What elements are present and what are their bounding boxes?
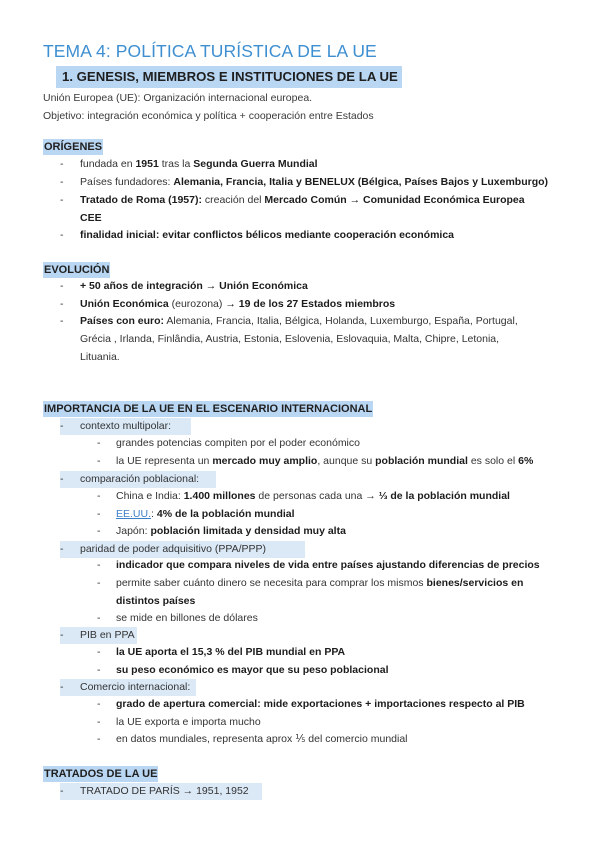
list-item-highlight: - contexto multipolar: bbox=[60, 418, 191, 435]
list-item-continuation: CEE bbox=[80, 212, 102, 224]
heading-importancia: IMPORTANCIA DE LA UE EN EL ESCENARIO INTERNACIONAL bbox=[44, 403, 373, 415]
list-item-continuation: Lituania. bbox=[80, 351, 120, 363]
heading-tratados: TRATADOS DE LA UE bbox=[44, 768, 158, 780]
heading-evolucion: EVOLUCIÓN bbox=[44, 264, 110, 276]
list-item-highlight: - paridad de poder adquisitivo (PPA/PPP) bbox=[60, 541, 305, 558]
intro-line-2: Objetivo: integración económica y política + cooperación entre Estados bbox=[43, 110, 374, 122]
sub-list-item-continuation: distintos países bbox=[116, 595, 196, 607]
list-item-highlight: - PIB en PPA bbox=[60, 627, 137, 644]
document-page: TEMA 4: POLÍTICA TURÍSTICA DE LA UE 1. GENESIS, MIEMBROS E INSTITUCIONES DE LA UE Unión Europea (UE): Organización internacional europea. Objetivo: integración económica y política + cooperación entre Estados ORÍGENES - fundada en 1951 tras la Segunda Guerra Mundial - Países fundadores: Alemania, Francia, Italia y BENELUX (Bélgica, Países Bajos y Luxemburgo) - Tratado de Roma (1957): creación del Mercado Común → Comunidad Económica Europea CEE - finalidad inicial: evitar conflictos bélicos mediante cooperación económica EVOLUCIÓN - + 50 años de integración → Unión Económica - Unión Económica (eurozona) → 19 de los 27 Estados miembros - Países con euro: Alemania, Francia, Italia, Bélgica, Holanda, Luxemburgo, España, Portugal, Grécia , Irlanda, Finlândia, Austria, Estonia, Eslovenia, Eslovaquia, Malta, Chipre, Letonia, Lituania. IMPORTANCIA DE LA UE EN EL ESCENARIO INTERNACIONAL - contexto multipolar: - grandes potencias compiten por el poder económico - la UE representa un mercado muy amplio, aunque su población mundial es solo el 6% - comparación poblacional: - China e India: 1.400 millones de personas cada una → ⅓ de la población mundial - EE.UU.: 4% de la población mundial - Japón: población limitada y densidad muy alta - paridad de poder adquisitivo (PPA/PPP) - indicador que compara niveles de vida entre países ajustando diferencias de precios - permite saber cuánto dinero se necesita para comprar los mismos bienes/servicios en distintos países - se mide en billones de dólares - PIB en PPA - la UE aporta el 15,3 % del PIB mundial en PPA - su peso económico es mayor que su peso poblacional - Comercio internacional: - grado de apertura comercial: mide exportaciones + importaciones respecto al PIB - la UE exporta e importa mucho - en datos mundiales, representa aprox ⅕ del comercio mundial TRATADOS DE LA UE - TRATADO DE PARÍS → 1951, 1952 bbox=[0, 0, 600, 848]
link-eeuu[interactable]: EE.UU. bbox=[116, 508, 152, 520]
section-subtitle: 1. GENESIS, MIEMBROS E INSTITUCIONES DE LA UE bbox=[56, 66, 402, 88]
page-title: TEMA 4: POLÍTICA TURÍSTICA DE LA UE bbox=[43, 41, 377, 61]
list-item-highlight: - comparación poblacional: bbox=[60, 471, 216, 488]
list-item-continuation: Grécia , Irlanda, Finlândia, Austria, Estonia, Eslovenia, Eslovaquia, Malta, Chipre, Letonia, bbox=[80, 333, 500, 345]
intro-line-1: Unión Europea (UE): Organización internacional europea. bbox=[43, 92, 313, 104]
list-item-highlight: - Comercio internacional: bbox=[60, 679, 196, 696]
list-item-highlight: - TRATADO DE PARÍS → 1951, 1952 bbox=[60, 783, 262, 800]
heading-origenes: ORÍGENES bbox=[44, 141, 103, 153]
